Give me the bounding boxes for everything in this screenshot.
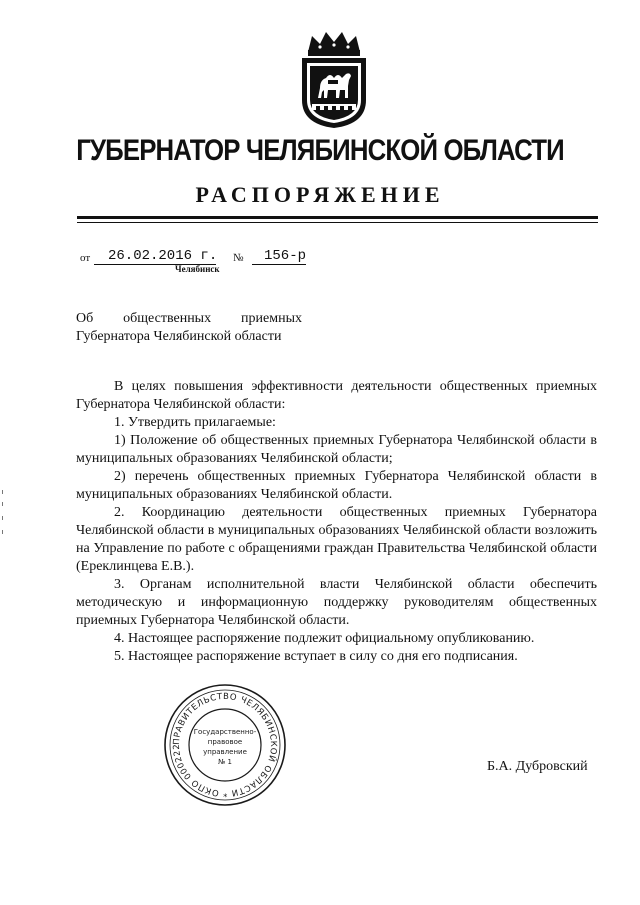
header-divider-thin — [77, 222, 598, 223]
document-subject — [76, 310, 302, 346]
header-divider-thick — [77, 216, 598, 219]
document-type: РАСПОРЯЖЕНИЕ — [195, 182, 445, 207]
stamp-inner-line: Государственно- — [193, 728, 257, 736]
subject-line-2: Губернатора Челябинской области — [76, 329, 282, 344]
signatory-name: Б.А. Дубровский — [487, 759, 588, 774]
subject-word: Об — [76, 311, 94, 326]
document-date: 26.02.2016 г. — [108, 248, 218, 264]
number-underline — [252, 264, 306, 265]
coat-of-arms-emblem — [294, 30, 374, 130]
scan-edge-marks — [2, 490, 4, 550]
number-prefix: № — [233, 252, 244, 264]
stamp-inner-line: управление — [203, 748, 247, 756]
city-label: Челябинск — [175, 264, 220, 274]
date-prefix: от — [80, 252, 91, 264]
body-paragraph: 3. Органам исполнительной власти Челябинской области обеспечить методическую и информационную поддержку руководителям общественных приемных Губернатора Челябинской области. — [76, 577, 597, 628]
subject-word: приемных — [241, 311, 302, 326]
stamp-inner-line: № 1 — [218, 758, 232, 766]
document-title: ГУБЕРНАТОР ЧЕЛЯБИНСКОЙ ОБЛАСТИ — [76, 134, 564, 167]
round-seal-icon — [162, 682, 288, 808]
body-paragraph: 1. Утвердить прилагаемые: — [114, 415, 276, 430]
official-stamp — [162, 682, 288, 808]
subject-word: общественных — [123, 311, 212, 326]
body-paragraph: 4. Настоящее распоряжение подлежит официальному опубликованию. — [114, 631, 535, 646]
stamp-ring-text: ПРАВИТЕЛЬСТВО ЧЕЛЯБИНСКОЙ ОБЛАСТИ * ОКПО 000222 — [171, 691, 279, 799]
subject-line-1 — [76, 310, 302, 328]
body-paragraph: 2) перечень общественных приемных Губернатора Челябинской области в муниципальных образованиях Челябинской области. — [76, 469, 597, 502]
body-paragraph: В целях повышения эффективности деятельности общественных приемных Губернатора Челябинской области: — [76, 379, 597, 412]
body-paragraph: 1) Положение об общественных приемных Губернатора Челябинской области в муниципальных образованиях Челябинской области; — [76, 433, 597, 466]
stamp-inner-line: правовое — [207, 738, 243, 746]
document-number: 156-р — [264, 248, 307, 264]
body-paragraph: 2. Координацию деятельности общественных приемных Губернатора Челябинской области в муниципальных образованиях Челябинской области возложить на Управление по работе с обращениями граждан Правительства Челябинской области (Ереклинцева Е.В.). — [76, 505, 597, 574]
coat-of-arms-icon — [294, 30, 374, 130]
body-paragraph: 5. Настоящее распоряжение вступает в силу со дня его подписания. — [114, 649, 518, 664]
document-body — [76, 378, 597, 666]
